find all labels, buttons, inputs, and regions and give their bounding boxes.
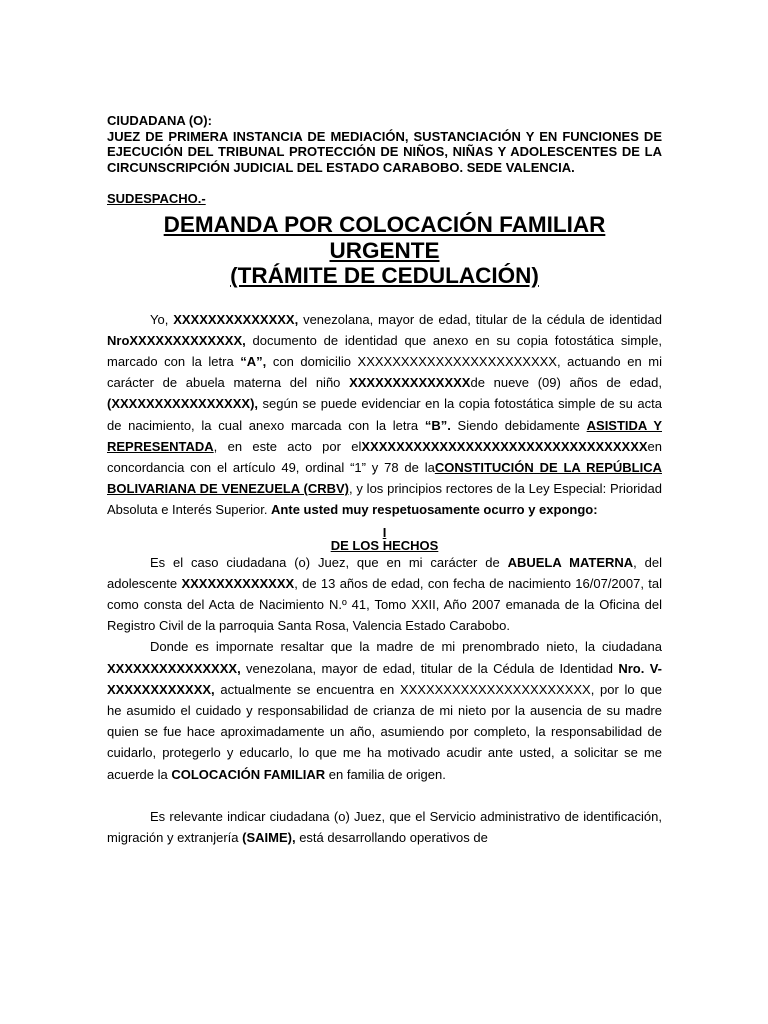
- para2-text-3: , de 13 años de edad, con fecha de nacimiento 16/07/2007, tal como consta del Acta de Nacimiento N.º 41, Tomo XXII, Año 2007 emanada de la Oficina del Registro Civil de la parroquia Santa Rosa, Valencia Estado Carabobo.: [107, 575, 663, 634]
- para1-text-8: , en este acto por el: [213, 438, 362, 454]
- mother-id: Nro. V- XXXXXXXXXXXX,: [107, 660, 662, 697]
- child-name: XXXXXXXXXXXXXX: [349, 375, 471, 391]
- para1-text-6: según se puede evidenciar en la copia fotostática simple de su acta de nacimiento, la cual anexo marcada con la letra: [107, 396, 662, 433]
- section-title: DE LOS HECHOS: [330, 537, 439, 553]
- title-line-1: DEMANDA POR COLOCACIÓN FAMILIAR: [163, 212, 606, 237]
- court-name: JUEZ DE PRIMERA INSTANCIA DE MEDIACIÓN, SUSTANCIACIÓN Y EN FUNCIONES DE EJECUCIÓN DEL TRIBUNAL PROTECCIÓN DE NIÑOS, NIÑAS Y ADOLESCENTES DE LA CIRCUNSCRIPCIÓN JUDICIAL DEL ESTADO CARABOBO. SEDE VALENCIA.: [107, 128, 662, 175]
- mother-name: XXXXXXXXXXXXXXX,: [107, 660, 241, 676]
- document-header: [107, 113, 662, 175]
- para1-text-9: en concordancia con el artículo 49, ordinal “1” y 78 de la: [107, 438, 662, 475]
- para3-text-2: venezolana, mayor de edad, titular de la Cédula de Identidad: [240, 660, 619, 676]
- request-label: COLOCACIÓN FAMILIAR: [171, 766, 326, 782]
- closing-phrase: Ante usted muy respetuosamente ocurro y expongo:: [271, 502, 598, 518]
- addressee-line: CIUDADANA (O):: [107, 113, 212, 128]
- plaintiff-name: XXXXXXXXXXXXXX,: [173, 311, 299, 327]
- document-title: [107, 212, 662, 289]
- para2-text-2: , del adolescente: [107, 554, 663, 591]
- para2-text-1: Es el caso ciudadana (o) Juez, que en mi carácter de: [150, 554, 508, 570]
- annex-b: “B”.: [424, 417, 451, 433]
- facts-paragraph-2: [107, 636, 662, 784]
- annex-a: “A”,: [240, 353, 267, 369]
- para1-text-4: con domicilio XXXXXXXXXXXXXXXXXXXXXXX, actuando en mi carácter de abuela materna del niño: [107, 353, 662, 391]
- para3-text-3: actualmente se encuentra en XXXXXXXXXXXXXXXXXXXXXX, por lo que he asumido el cuidado y responsabilidad de crianza de mi nieto por la ausencia de su madre quien se fue hace aproximadamente un año, asumiendo por completo, la responsabilidad de cuidarlo, protegerlo y educarlo, lo que me ha motivado acudir ante usted, a solicitar se me acuerde la: [107, 681, 662, 782]
- para1-text-1: Yo,: [150, 311, 174, 327]
- paragraph-gap: [107, 785, 662, 806]
- document-body: [107, 309, 662, 849]
- para1-text-2: venezolana, mayor de edad, titular de la cédula de identidad: [298, 311, 662, 327]
- assisted-represented: ASISTIDA Y REPRESENTADA: [107, 417, 662, 454]
- para1-text-5: de nueve (09) años de edad,: [470, 375, 662, 391]
- para4-text-2: está desarrollando operativos de: [295, 829, 488, 845]
- plaintiff-id: NroXXXXXXXXXXXXX,: [107, 332, 246, 348]
- para1-text-3: documento de identidad que anexo en su copia fotostática simple, marcado con la letra: [107, 332, 662, 369]
- role-label: ABUELA MATERNA: [507, 554, 634, 570]
- facts-paragraph-3: [107, 806, 662, 848]
- child-id: (XXXXXXXXXXXXXXXX),: [107, 396, 259, 412]
- intro-paragraph: [107, 309, 662, 521]
- title-line-3: (TRÁMITE DE CEDULACIÓN): [230, 263, 539, 288]
- para4-text-1: Es relevante indicar ciudadana (o) Juez, que el Servicio administrativo de identificación, migración y extranjería: [107, 808, 662, 845]
- para3-text-1: Donde es impornate resaltar que la madre de mi prenombrado nieto, la ciudadana: [150, 639, 662, 655]
- document-page: [107, 113, 662, 848]
- facts-paragraph-1: [107, 552, 662, 637]
- para3-text-4: en familia de origen.: [325, 766, 446, 782]
- constitution-reference: CONSTITUCIÓN DE LA REPÚBLICA BOLIVARIANA DE VENEZUELA (CRBV): [107, 459, 662, 497]
- saime-label: (SAIME),: [242, 829, 296, 845]
- office-line: SUDESPACHO.-: [107, 191, 206, 206]
- para1-text-7: Siendo debidamente: [450, 417, 587, 433]
- para1-text-10: , y los principios rectores de la Ley Especial: Prioridad Absoluta e Interés Superior.: [107, 481, 662, 518]
- title-line-2: URGENTE: [329, 237, 440, 263]
- adolescent-name: XXXXXXXXXXXXX: [181, 575, 295, 591]
- section-numeral: I: [382, 524, 387, 540]
- attorney-name: XXXXXXXXXXXXXXXXXXXXXXXXXXXXXXXXX: [361, 438, 648, 454]
- section-heading: [107, 524, 662, 553]
